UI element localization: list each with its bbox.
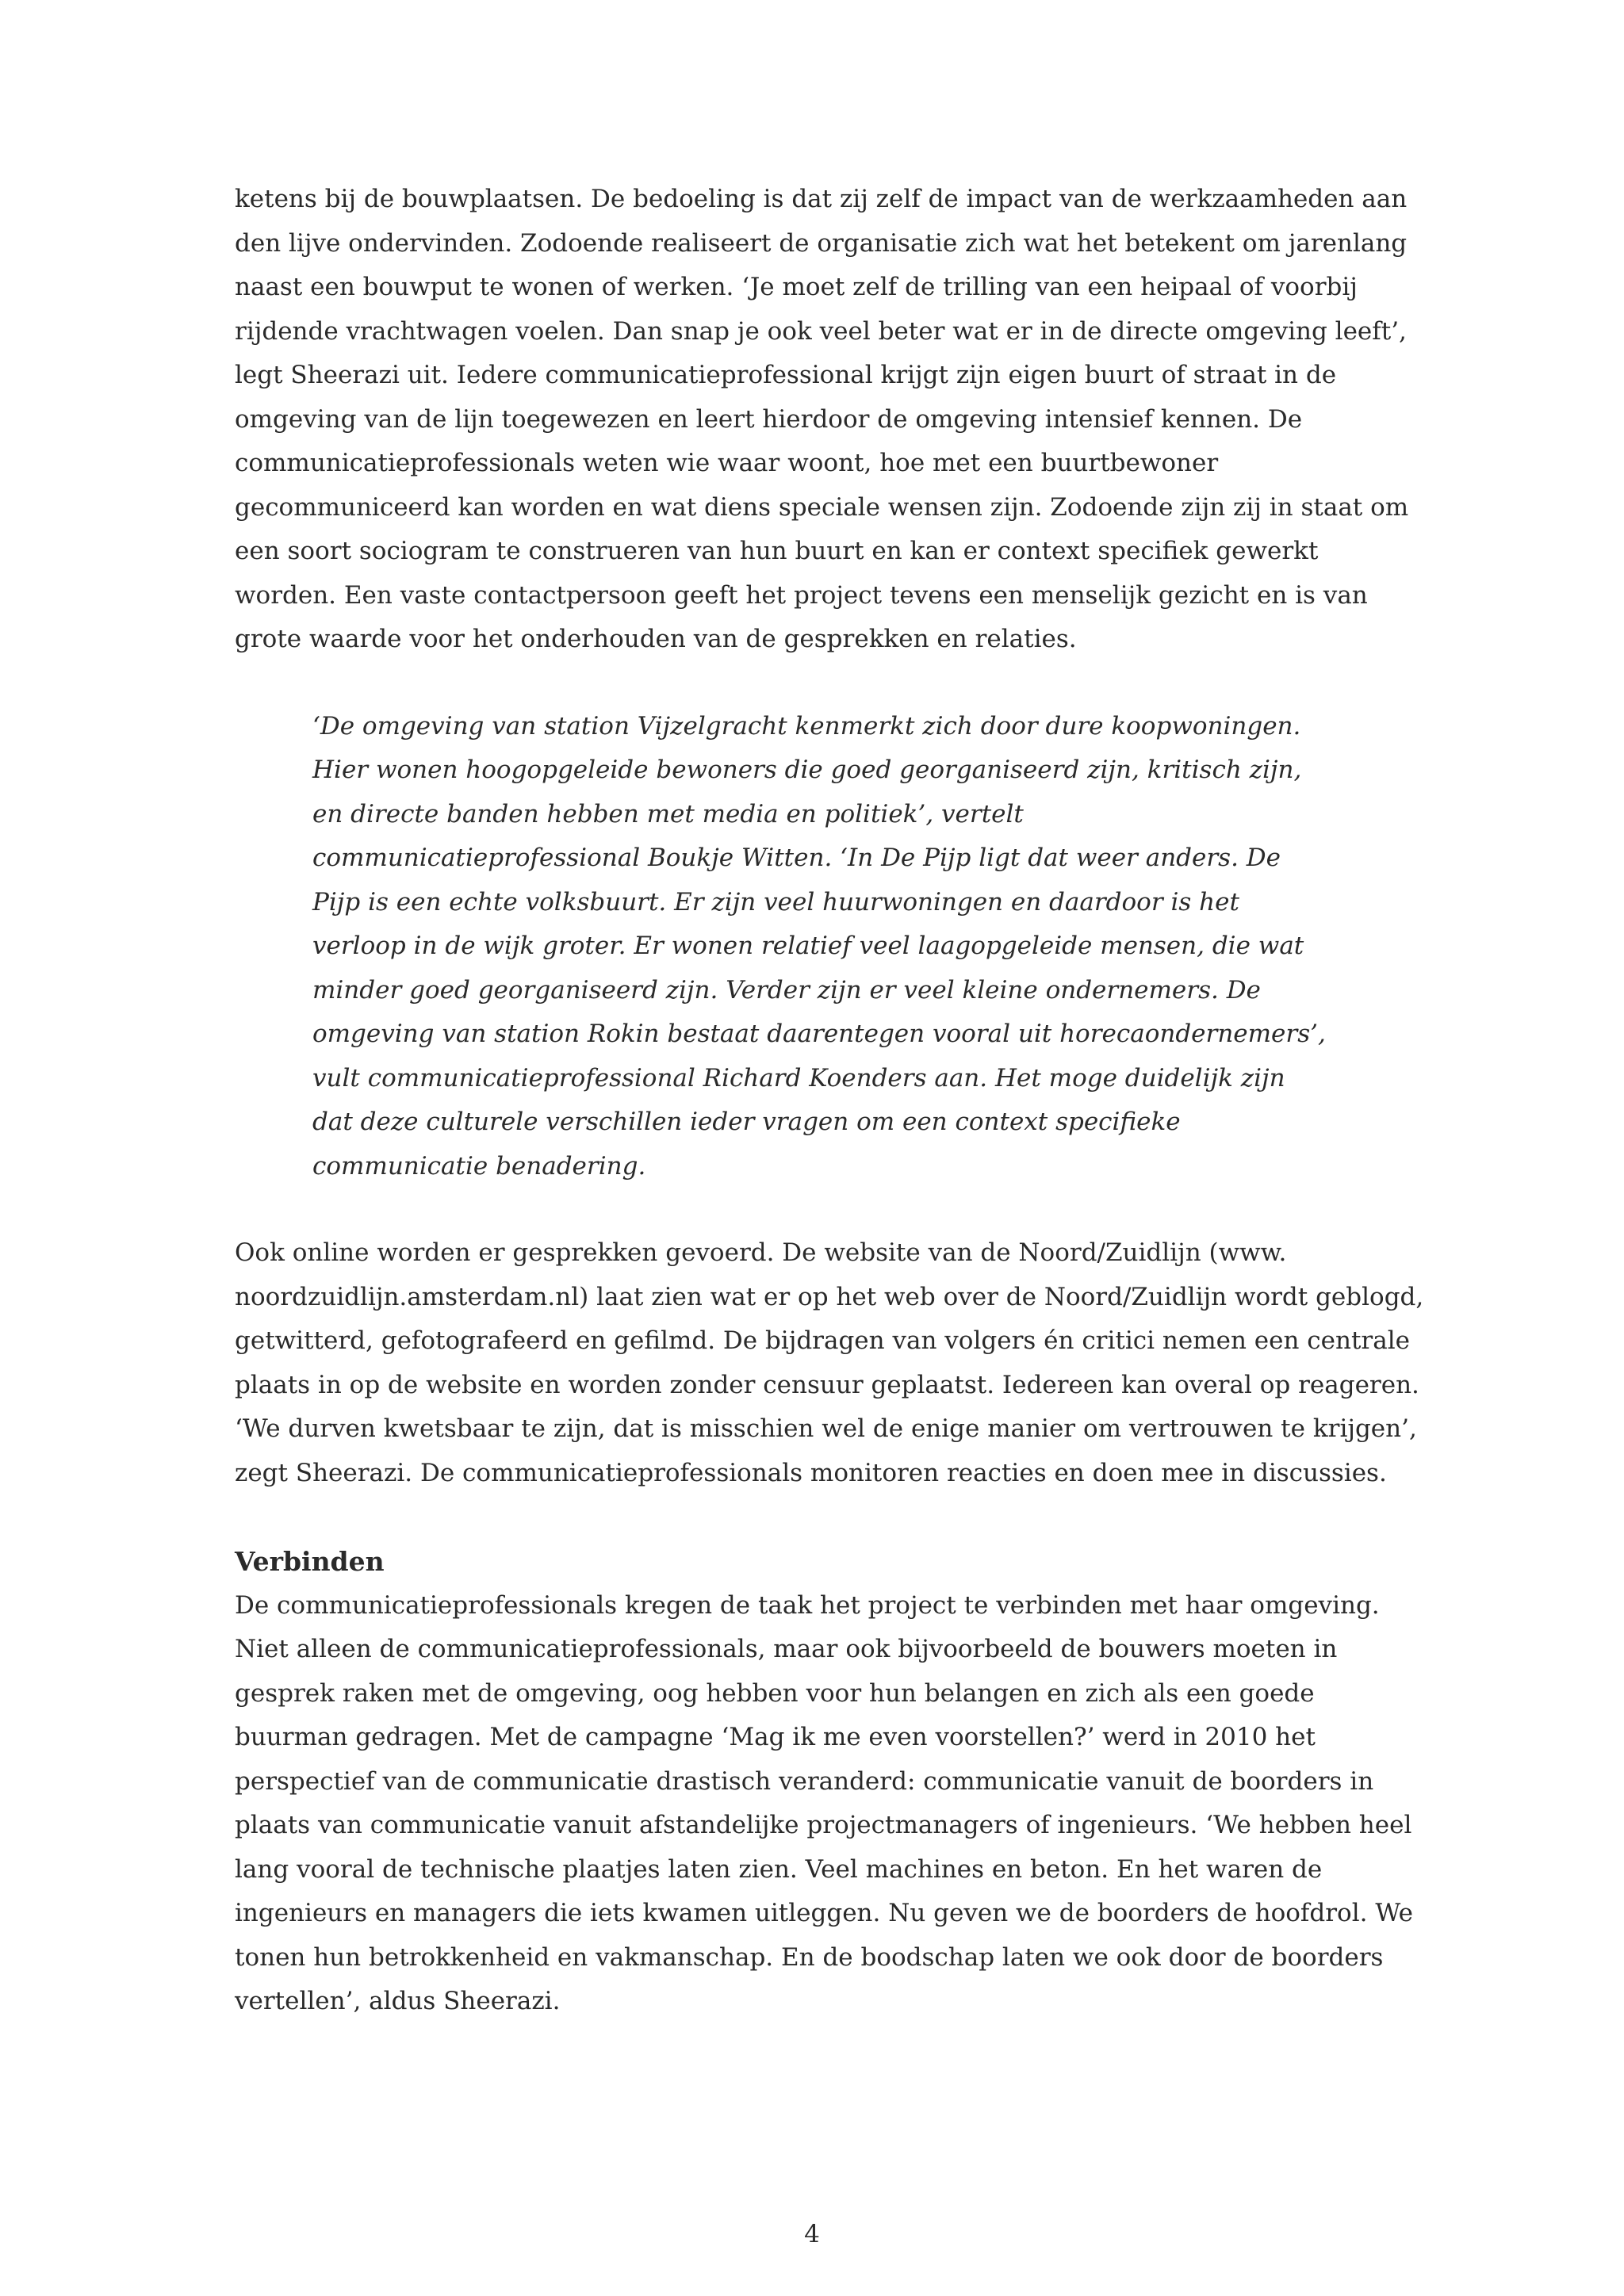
spacer bbox=[235, 1188, 1424, 1231]
spacer bbox=[235, 1495, 1424, 1540]
body-paragraph-1: ketens bij de bouwplaatsen. De bedoeling is dat zij zelf de impact van de werkzaamheden aan den lijve ondervinden. Zodoende realiseert de organisatie zich wat het betekent om jarenlang naast een bouwput te wonen of werken. ‘Je moet zelf de trilling van een heipaal of voorbij rijdende vrachtwagen voelen. Dan snap je ook veel beter wat er in de directe omgeving leeft’, legt Sheerazi uit. Iedere communicatieprofessional krijgt zijn eigen buurt of straat in de omgeving van de lijn toegewezen en leert hierdoor de omgeving intensief kennen. De communicatieprofessionals weten wie waar woont, hoe met een buurtbewoner gecommuniceerd kan worden en wat diens speciale wensen zijn. Zodoende zijn zij in staat om een soort sociogram te construeren van hun buurt en kan er context specifiek gewerkt worden. Een vaste contactpersoon geeft het project tevens een menselijk gezicht en is van grote waarde voor het onderhouden van de gesprekken en relaties. bbox=[235, 185, 1409, 653]
page-number: 4 bbox=[804, 2220, 820, 2248]
section-heading: Verbinden bbox=[235, 1546, 385, 1577]
block-quote: ‘De omgeving van station Vijzelgracht kenmerkt zich door dure koopwoningen. Hier wonen hoogopgeleide bewoners die goed georganiseerd zijn, kritisch zijn, en directe banden hebben met media en politiek’, vertelt communicatieprofessional Boukje Witten. ‘In De Pijp ligt dat weer anders. De Pijp is een echte volksbuurt. Er zijn veel huurwoningen en daardoor is het verloop in de wijk groter. Er wonen relatief veel laagopgeleide mensen, die wat minder goed georganiseerd zijn. Verder zijn er veel kleine ondernemers. De omgeving van station Rokin bestaat daarentegen vooral uit horecaondernemers’, vult communicatieprofessional Richard Koenders aan. Het moge duidelijk zijn dat deze culturele verschillen ieder vragen om een context specifieke communicatie benadering. bbox=[312, 711, 1326, 1181]
page-content bbox=[235, 178, 1424, 2024]
body-paragraph-2: Ook online worden er gesprekken gevoerd. De website van de Noord/Zuidlijn (www. noordzuidlijn.amsterdam.nl) laat zien wat er op het web over de Noord/Zuidlijn wordt geblogd, getwitterd, gefotografeerd en gefilmd. De bijdragen van volgers én critici nemen een centrale plaats in op de website en worden zonder censuur geplaatst. Iedereen kan overal op reageren. ‘We durven kwetsbaar te zijn, dat is misschien wel de enige manier om vertrouwen te krijgen’, zegt Sheerazi. De communicatieprofessionals monitoren reacties en doen mee in discussies. bbox=[235, 1238, 1424, 1487]
spacer bbox=[235, 662, 1424, 705]
body-paragraph-3: De communicatieprofessionals kregen de taak het project te verbinden met haar omgeving. Niet alleen de communicatieprofessionals, maar ook bijvoorbeeld de bouwers moeten in gesprek raken met de omgeving, oog hebben voor hun belangen en zich als een goede buurman gedragen. Met de campagne ‘Mag ik me even voorstellen?’ werd in 2010 het perspectief van de communicatie drastisch veranderd: communicatie vanuit de boorders in plaats van communicatie vanuit afstandelijke projectmanagers of ingenieurs. ‘We hebben heel lang vooral de technische plaatjes laten zien. Veel machines en beton. En het waren de ingenieurs en managers die iets kwamen uitleggen. Nu geven we de boorders de hoofdrol. We tonen hun betrokkenheid en vakmanschap. En de boodschap laten we ook door de boorders vertellen’, aldus Sheerazi. bbox=[235, 1590, 1414, 2015]
